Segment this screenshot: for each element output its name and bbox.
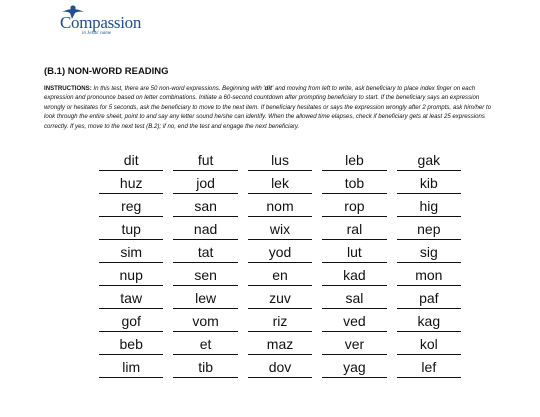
word-cell: gak — [397, 151, 461, 171]
word-row — [94, 217, 466, 240]
word-row — [94, 148, 466, 171]
word-cell: rop — [322, 197, 386, 217]
word-cell: zuv — [248, 289, 312, 309]
word-cell: huz — [99, 174, 163, 194]
word-cell: sig — [397, 243, 461, 263]
word-cell: tob — [322, 174, 386, 194]
instructions-text-part-1: In this test, there are 50 non-word expressions. Beginning with ' — [91, 85, 265, 92]
word-cell: hig — [397, 197, 461, 217]
word-row — [94, 194, 466, 217]
word-cell: kad — [322, 266, 386, 286]
word-cell: lut — [322, 243, 386, 263]
word-cell: nad — [173, 220, 237, 240]
word-cell: ver — [322, 335, 386, 355]
word-cell: nom — [248, 197, 312, 217]
word-row — [94, 240, 466, 263]
word-row — [94, 263, 466, 286]
word-cell: kib — [397, 174, 461, 194]
word-cell: sim — [99, 243, 163, 263]
word-cell: kol — [397, 335, 461, 355]
word-cell: tat — [173, 243, 237, 263]
instructions-text-part-2: ' and moving from left to write, ask beneficiary to place index finger on each expression and pronounce based on letter combinations. Initiate a 60-second countdown after prompting beneficiary to start. If the beneficiary says an expression wrongly or hesitates for 5 seconds, ask the beneficiary to move to the next item. If beneficiary hesitates or says the expression wrongly after 2 prompts, ask him/her to look through the entire sheet, point to and say any letter sound he/she can identify. When the allowed time elapses, check if beneficiary gets at least 25 expressions correctly. If yes, move to the next test (B.2); if no, end the test and engage the next beneficiary. — [44, 85, 492, 130]
logo-wordmark: Compassion — [60, 13, 142, 32]
section-title: (B.1) NON-WORD READING — [44, 66, 169, 77]
word-cell: ral — [322, 220, 386, 240]
word-row — [94, 332, 466, 355]
word-cell: nup — [99, 266, 163, 286]
non-word-grid — [94, 148, 466, 378]
word-cell: reg — [99, 197, 163, 217]
instructions-example-word: dit — [264, 85, 273, 92]
instructions-label: INSTRUCTIONS: — [44, 85, 92, 92]
word-cell: kag — [397, 312, 461, 332]
logo-tagline: in Jesus' name — [82, 31, 112, 36]
word-cell: lew — [173, 289, 237, 309]
word-cell: dov — [248, 358, 312, 378]
word-cell: ved — [322, 312, 386, 332]
word-cell: et — [173, 335, 237, 355]
instructions-paragraph — [44, 84, 498, 131]
word-cell: nep — [397, 220, 461, 240]
word-row — [94, 286, 466, 309]
word-cell: fut — [173, 151, 237, 171]
word-cell: lek — [248, 174, 312, 194]
word-cell: beb — [99, 335, 163, 355]
word-cell: lim — [99, 358, 163, 378]
word-cell: dit — [99, 151, 163, 171]
word-row — [94, 171, 466, 194]
word-cell: tup — [99, 220, 163, 240]
word-cell: jod — [173, 174, 237, 194]
word-cell: mon — [397, 266, 461, 286]
word-cell: paf — [397, 289, 461, 309]
word-cell: vom — [173, 312, 237, 332]
word-cell: riz — [248, 312, 312, 332]
word-cell: sal — [322, 289, 386, 309]
compassion-logo — [58, 4, 158, 38]
word-cell: lus — [248, 151, 312, 171]
word-cell: yag — [322, 358, 386, 378]
word-row — [94, 355, 466, 378]
word-cell: gof — [99, 312, 163, 332]
word-row — [94, 309, 466, 332]
word-cell: leb — [322, 151, 386, 171]
word-cell: maz — [248, 335, 312, 355]
word-cell: tib — [173, 358, 237, 378]
word-cell: sen — [173, 266, 237, 286]
word-cell: san — [173, 197, 237, 217]
word-cell: wix — [248, 220, 312, 240]
word-cell: taw — [99, 289, 163, 309]
word-cell: lef — [397, 358, 461, 378]
word-cell: yod — [248, 243, 312, 263]
word-cell: en — [248, 266, 312, 286]
